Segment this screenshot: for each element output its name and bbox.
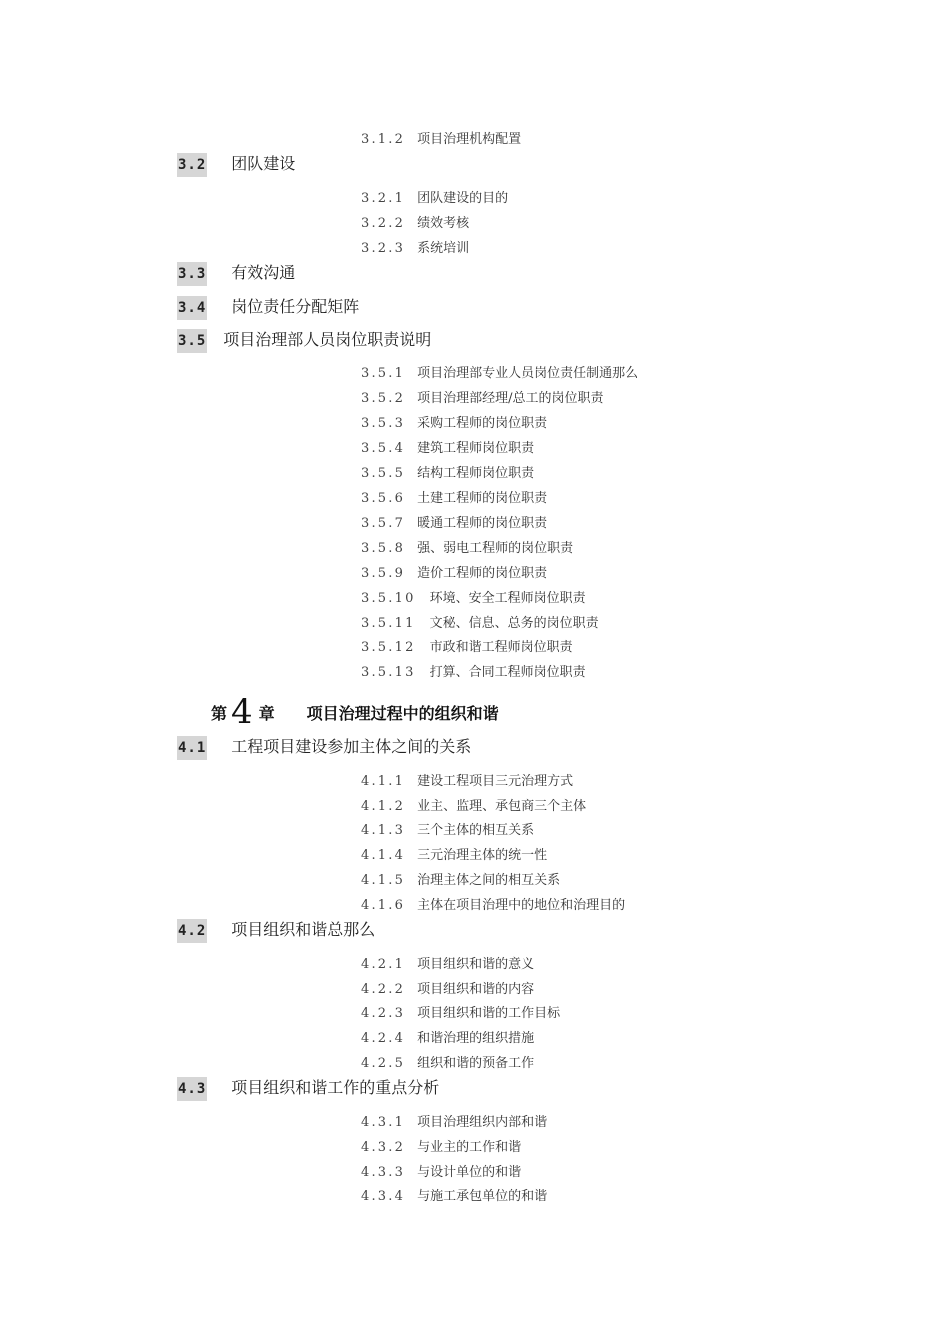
entry-title: 项目治理组织内部和谐 — [417, 1115, 548, 1130]
entry-number: 3.5.3 — [361, 416, 406, 431]
toc-section-4-3[interactable] — [177, 1076, 439, 1101]
entry-number: 4.2.5 — [361, 1056, 406, 1071]
entry-number: 3.5.11 — [361, 616, 416, 631]
chapter-number: 4 — [231, 692, 253, 732]
toc-entry-4-1-4[interactable] — [361, 846, 547, 866]
toc-entry-4-3-1[interactable] — [361, 1113, 547, 1133]
chapter-prefix: 第 — [211, 704, 228, 723]
entry-title: 项目组织和谐的内容 — [417, 982, 535, 997]
chapter-title: 项目治理过程中的组织和谐 — [306, 704, 499, 723]
toc-chapter-4[interactable] — [211, 692, 499, 732]
entry-number: 4.1.4 — [361, 848, 406, 863]
toc-entry-4-1-3[interactable] — [361, 821, 534, 841]
toc-entry-4-3-4[interactable] — [361, 1187, 547, 1207]
entry-number: 3.5.8 — [361, 541, 406, 556]
entry-title: 和谐治理的组织措施 — [417, 1031, 535, 1046]
toc-section-3-2[interactable] — [177, 152, 295, 177]
entry-number: 3.2.3 — [361, 241, 406, 256]
entry-title: 项目组织和谐的工作目标 — [417, 1006, 561, 1021]
entry-number: 3.5.5 — [361, 466, 406, 481]
toc-entry-3-5-12[interactable] — [361, 638, 573, 658]
entry-title: 土建工程师的岗位职责 — [417, 491, 548, 506]
entry-number: 3.5.4 — [361, 441, 406, 456]
toc-entry-3-5-3[interactable] — [361, 414, 547, 434]
toc-entry-4-2-4[interactable] — [361, 1029, 534, 1049]
entry-number: 4.1.2 — [361, 799, 406, 814]
toc-entry-3-1-2[interactable] — [361, 130, 521, 150]
entry-title: 项目治理部经理/总工的岗位职责 — [417, 391, 604, 406]
toc-entry-4-3-3[interactable] — [361, 1163, 521, 1183]
entry-title: 强、弱电工程师的岗位职责 — [417, 541, 574, 556]
entry-number: 3.1.2 — [361, 132, 406, 147]
entry-title: 结构工程师岗位职责 — [417, 466, 535, 481]
entry-number: 4.2.1 — [361, 957, 406, 972]
entry-number: 4.3.1 — [361, 1115, 406, 1130]
toc-section-3-4[interactable] — [177, 295, 359, 320]
toc-entry-3-5-11[interactable] — [361, 614, 599, 634]
entry-number: 4.1.6 — [361, 898, 406, 913]
toc-entry-3-5-6[interactable] — [361, 489, 547, 509]
entry-number: 3.5.9 — [361, 566, 406, 581]
entry-title: 主体在项目治理中的地位和治理目的 — [417, 898, 626, 913]
toc-entry-4-3-2[interactable] — [361, 1138, 521, 1158]
entry-title: 采购工程师的岗位职责 — [417, 416, 548, 431]
entry-number: 3.5.2 — [361, 391, 406, 406]
toc-section-4-2[interactable] — [177, 918, 375, 943]
toc-entry-3-5-9[interactable] — [361, 564, 547, 584]
toc-entry-4-1-5[interactable] — [361, 871, 560, 891]
entry-title: 系统培训 — [417, 241, 470, 256]
section-title: 项目治理部人员岗位职责说明 — [223, 330, 432, 349]
entry-title: 与施工承包单位的和谐 — [417, 1189, 548, 1204]
chapter-suffix: 章 — [258, 704, 275, 723]
entry-number: 4.3.4 — [361, 1189, 406, 1204]
section-title: 岗位责任分配矩阵 — [231, 297, 360, 316]
toc-entry-3-5-5[interactable] — [361, 464, 534, 484]
toc-entry-3-2-2[interactable] — [361, 214, 469, 234]
entry-title: 项目组织和谐的意义 — [417, 957, 535, 972]
toc-entry-3-5-13[interactable] — [361, 663, 586, 683]
entry-number: 4.2.4 — [361, 1031, 406, 1046]
entry-title: 业主、监理、承包商三个主体 — [417, 799, 587, 814]
entry-title: 项目治理部专业人员岗位责任制通那么 — [417, 366, 639, 381]
entry-title: 暖通工程师的岗位职责 — [417, 516, 548, 531]
section-number: 4.2 — [177, 919, 207, 943]
entry-title: 与业主的工作和谐 — [417, 1140, 522, 1155]
entry-title: 市政和谐工程师岗位职责 — [429, 640, 573, 655]
toc-entry-3-5-4[interactable] — [361, 439, 534, 459]
toc-entry-4-1-1[interactable] — [361, 772, 573, 792]
entry-title: 项目治理机构配置 — [417, 132, 522, 147]
entry-number: 4.2.2 — [361, 982, 406, 997]
entry-title: 造价工程师的岗位职责 — [417, 566, 548, 581]
entry-title: 组织和谐的预备工作 — [417, 1056, 535, 1071]
toc-entry-3-5-10[interactable] — [361, 589, 586, 609]
toc-entry-4-2-5[interactable] — [361, 1054, 534, 1074]
section-number: 4.1 — [177, 736, 207, 760]
entry-title: 打算、合同工程师岗位职责 — [429, 665, 586, 680]
entry-number: 3.2.1 — [361, 191, 406, 206]
entry-number: 3.5.13 — [361, 665, 416, 680]
entry-number: 3.2.2 — [361, 216, 406, 231]
toc-entry-3-5-1[interactable] — [361, 364, 638, 384]
section-number: 4.3 — [177, 1077, 207, 1101]
entry-title: 建筑工程师岗位职责 — [417, 441, 535, 456]
entry-number: 4.1.5 — [361, 873, 406, 888]
entry-number: 4.1.3 — [361, 823, 406, 838]
toc-entry-4-2-3[interactable] — [361, 1004, 560, 1024]
toc-entry-3-5-7[interactable] — [361, 514, 547, 534]
section-number: 3.2 — [177, 153, 207, 177]
section-number: 3.5 — [177, 329, 207, 353]
toc-entry-4-1-6[interactable] — [361, 896, 625, 916]
toc-entry-3-2-3[interactable] — [361, 239, 469, 259]
entry-title: 文秘、信息、总务的岗位职责 — [429, 616, 599, 631]
entry-number: 3.5.10 — [361, 591, 416, 606]
entry-number: 4.1.1 — [361, 774, 406, 789]
entry-title: 团队建设的目的 — [417, 191, 509, 206]
toc-entry-3-5-8[interactable] — [361, 539, 573, 559]
entry-number: 3.5.12 — [361, 640, 416, 655]
toc-entry-4-2-1[interactable] — [361, 955, 534, 975]
entry-title: 建设工程项目三元治理方式 — [417, 774, 574, 789]
entry-title: 与设计单位的和谐 — [417, 1165, 522, 1180]
toc-entry-4-2-2[interactable] — [361, 980, 534, 1000]
entry-title: 治理主体之间的相互关系 — [417, 873, 561, 888]
section-title: 项目组织和谐总那么 — [231, 920, 376, 939]
entry-number: 4.3.3 — [361, 1165, 406, 1180]
toc-entry-3-2-1[interactable] — [361, 189, 508, 209]
entry-number: 4.3.2 — [361, 1140, 406, 1155]
section-number: 3.4 — [177, 296, 207, 320]
entry-number: 3.5.6 — [361, 491, 406, 506]
toc-section-3-5[interactable] — [177, 328, 431, 353]
section-title: 有效沟通 — [231, 263, 296, 282]
section-title: 工程项目建设参加主体之间的关系 — [231, 737, 472, 756]
toc-section-4-1[interactable] — [177, 735, 471, 760]
entry-number: 4.2.3 — [361, 1006, 406, 1021]
toc-entry-4-1-2[interactable] — [361, 797, 586, 817]
toc-entry-3-5-2[interactable] — [361, 389, 603, 409]
entry-title: 三元治理主体的统一性 — [417, 848, 548, 863]
entry-title: 环境、安全工程师岗位职责 — [429, 591, 586, 606]
entry-number: 3.5.7 — [361, 516, 406, 531]
entry-number: 3.5.1 — [361, 366, 406, 381]
section-title: 项目组织和谐工作的重点分析 — [231, 1078, 440, 1097]
section-title: 团队建设 — [231, 154, 296, 173]
entry-title: 三个主体的相互关系 — [417, 823, 535, 838]
section-number: 3.3 — [177, 262, 207, 286]
toc-section-3-3[interactable] — [177, 261, 295, 286]
entry-title: 绩效考核 — [417, 216, 470, 231]
